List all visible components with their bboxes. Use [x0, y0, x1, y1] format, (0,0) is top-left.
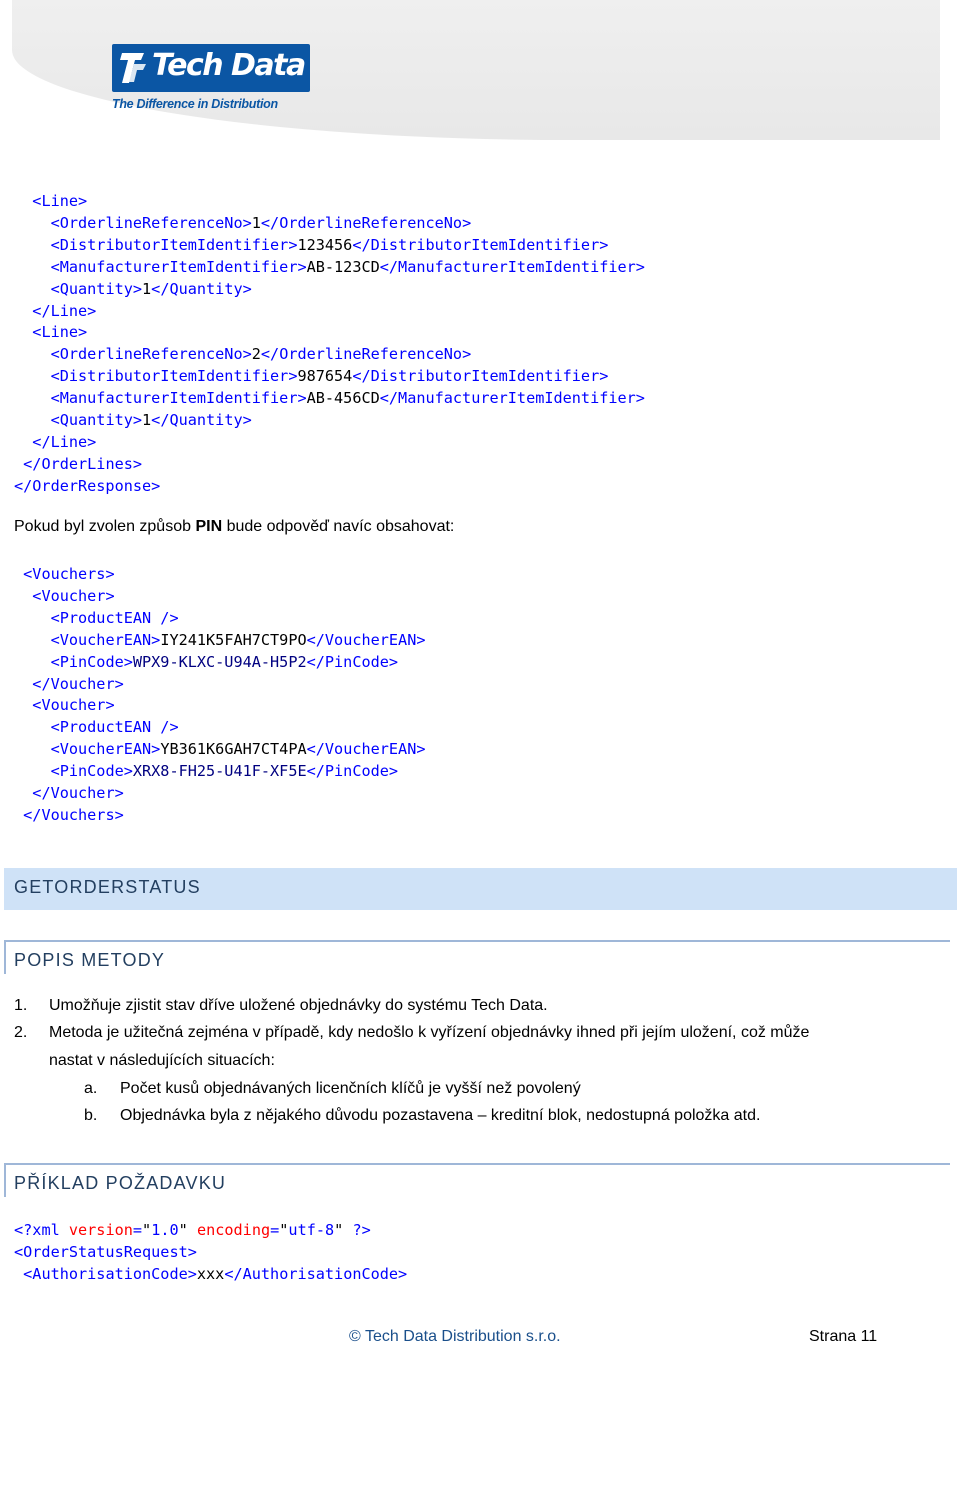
code-token: <ManufacturerItemIdentifier>: [50, 257, 307, 276]
footer-page-number: Strana 11: [809, 1328, 878, 1345]
code-block-vouchers: [14, 564, 426, 827]
code-line: [14, 389, 645, 407]
code-token: </Voucher>: [32, 784, 124, 803]
code-token: <ManufacturerItemIdentifier>: [50, 389, 307, 408]
code-line: [14, 367, 608, 385]
code-token: 2: [251, 345, 261, 364]
code-token: YB361K6GAH7CT4PA: [160, 740, 307, 759]
section-heading-text: GETORDERSTATUS: [14, 877, 201, 897]
code-line: [14, 631, 426, 649]
code-token: 1: [251, 213, 261, 232]
code-token: <PinCode>: [50, 762, 133, 781]
code-token: <ProductEAN />: [50, 718, 179, 737]
code-token: <Voucher>: [32, 696, 115, 715]
code-token: </OrderlineReferenceNo>: [260, 345, 472, 364]
subheading-priklad-pozadavku: [4, 1163, 950, 1197]
subheading-text: PŘÍKLAD POŽADAVKU: [14, 1173, 227, 1193]
code-line: [14, 696, 115, 714]
code-token: xxx: [196, 1264, 225, 1283]
code-token: <Quantity>: [50, 279, 143, 298]
code-line: [14, 587, 115, 605]
code-token: </AuthorisationCode>: [224, 1264, 408, 1283]
code-line: [14, 675, 124, 693]
list-number: 2.: [14, 1024, 28, 1041]
code-token: <AuthorisationCode>: [23, 1264, 197, 1283]
code-token: [188, 1221, 197, 1239]
code-token: WPX9-KLXC-U94A-H5P2: [132, 652, 307, 671]
code-line: [14, 411, 252, 429]
code-token: ": [178, 1221, 188, 1239]
code-token: <OrderStatusRequest>: [14, 1242, 197, 1261]
code-token: XRX8-FH25-U41F-XF5E: [132, 762, 307, 781]
code-line: [14, 653, 398, 671]
code-token: <VoucherEAN>: [50, 740, 161, 759]
code-line: [14, 433, 96, 451]
code-token: 1: [142, 411, 152, 430]
code-token: version: [68, 1221, 133, 1239]
logo-name: Tech Data: [152, 48, 305, 83]
code-token: </DistributorItemIdentifier>: [352, 235, 609, 254]
code-token: <Vouchers>: [23, 565, 115, 583]
code-line: [14, 1221, 371, 1239]
code-token: <ProductEAN />: [50, 608, 179, 627]
code-token: </ManufacturerItemIdentifier>: [379, 389, 645, 408]
code-token: <Voucher>: [32, 586, 115, 605]
code-token: <DistributorItemIdentifier>: [50, 367, 298, 386]
code-line: [14, 784, 124, 802]
logo-tagline: The Difference in Distribution: [112, 97, 278, 111]
code-line: [14, 192, 87, 210]
paragraph-pin: [14, 518, 454, 536]
paragraph-bold-pin: PIN: [195, 518, 223, 535]
code-token: <OrderlineReferenceNo>: [50, 345, 252, 364]
paragraph-text-after: bude odpověď navíc obsahovat:: [222, 518, 455, 535]
code-token: </VoucherEAN>: [306, 630, 426, 649]
code-line: [14, 718, 179, 736]
sublist-letter: b.: [84, 1107, 98, 1124]
code-token: </Quantity>: [151, 279, 252, 298]
code-token: AB-456CD: [306, 389, 380, 408]
code-token: </PinCode>: [306, 762, 399, 781]
code-line: [14, 323, 87, 341]
code-token: </Vouchers>: [23, 805, 124, 824]
code-token: 1: [142, 279, 152, 298]
code-token: </OrderResponse>: [14, 476, 161, 495]
list-text: Umožňuje zjistit stav dříve uložené objednávky do systému Tech Data.: [49, 997, 548, 1014]
code-line: [14, 258, 645, 276]
code-token: <PinCode>: [50, 652, 133, 671]
code-token: <VoucherEAN>: [50, 630, 161, 649]
code-token: encoding: [196, 1221, 271, 1239]
code-block-request: [14, 1220, 407, 1286]
tech-data-logo: [112, 44, 312, 118]
code-block-order-lines: [14, 191, 645, 498]
code-token: <Line>: [32, 192, 88, 210]
footer-company: © Tech Data Distribution s.r.o.: [349, 1328, 561, 1345]
sublist-text: Počet kusů objednávaných licenčních klíčů je vyšší než povolený: [120, 1080, 581, 1097]
code-token: <DistributorItemIdentifier>: [50, 235, 298, 254]
code-token: ": [142, 1221, 152, 1239]
code-token: ?>: [343, 1221, 371, 1239]
code-token: </Quantity>: [151, 411, 252, 430]
section-heading-getorderstatus: [4, 868, 957, 910]
paragraph-text-before: Pokud byl zvolen způsob: [14, 518, 196, 535]
code-token: </ManufacturerItemIdentifier>: [379, 257, 645, 276]
code-token: </OrderLines>: [23, 454, 143, 473]
sublist-letter: a.: [84, 1080, 98, 1097]
code-token: ": [279, 1221, 289, 1239]
list-text: Metoda je užitečná zejména v případě, kdy nedošlo k vyřízení objednávky ihned při jejím uložení, což může: [49, 1024, 810, 1041]
list-number: 1.: [14, 997, 28, 1014]
code-line: [14, 609, 179, 627]
code-token: xml: [32, 1221, 69, 1239]
code-line: [14, 806, 124, 824]
code-token: utf-8: [288, 1221, 335, 1239]
code-token: 123456: [297, 235, 353, 254]
code-token: =: [132, 1221, 143, 1239]
code-token: 1.0: [151, 1221, 179, 1239]
code-token: =: [270, 1221, 280, 1239]
subheading-text: POPIS METODY: [14, 950, 166, 970]
code-line: [14, 762, 398, 780]
code-line: [14, 565, 115, 583]
code-line: [14, 302, 96, 320]
code-line: [14, 1265, 407, 1283]
logo-td-icon: [120, 50, 148, 86]
code-token: 987654: [297, 367, 353, 386]
subheading-popis-metody: [4, 940, 950, 974]
code-token: </Voucher>: [32, 674, 124, 693]
code-token: <Quantity>: [50, 411, 143, 430]
code-line: [14, 1243, 197, 1261]
sublist-text: Objednávka byla z nějakého důvodu pozastavena – kreditní blok, nedostupná položka atd.: [120, 1107, 761, 1124]
code-token: <Line>: [32, 323, 88, 342]
code-token: IY241K5FAH7CT9PO: [160, 630, 307, 649]
code-token: ": [334, 1221, 344, 1239]
code-token: <?: [14, 1221, 33, 1239]
code-line: [14, 345, 471, 363]
code-line: [14, 280, 252, 298]
code-line: [14, 740, 426, 758]
code-line: [14, 455, 142, 473]
logo-box: [112, 44, 310, 92]
code-line: [14, 477, 160, 495]
code-line: [14, 236, 608, 254]
code-token: </OrderlineReferenceNo>: [260, 213, 472, 232]
code-token: </Line>: [32, 301, 97, 320]
code-token: AB-123CD: [306, 257, 380, 276]
code-token: </DistributorItemIdentifier>: [352, 367, 609, 386]
code-token: </VoucherEAN>: [306, 740, 426, 759]
code-token: </PinCode>: [306, 652, 399, 671]
list-text: nastat v následujících situacích:: [49, 1052, 275, 1069]
code-token: </Line>: [32, 432, 97, 451]
code-line: [14, 214, 471, 232]
code-token: <OrderlineReferenceNo>: [50, 213, 252, 232]
